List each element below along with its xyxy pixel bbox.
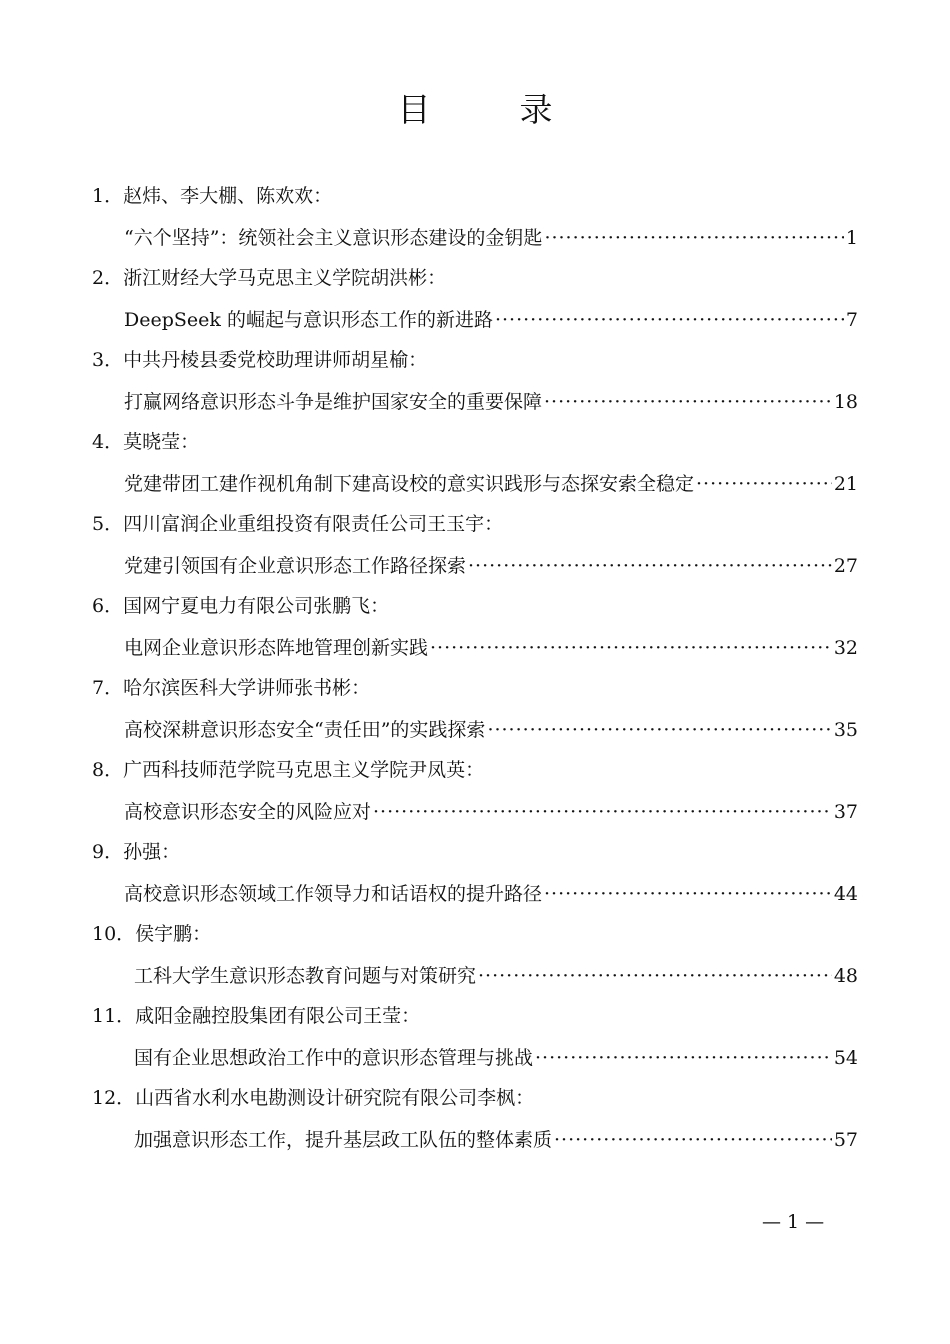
toc-entry-page: 1	[845, 227, 858, 249]
page-number-footer: — 1 —	[762, 1211, 825, 1233]
toc-entry[interactable]	[0, 254, 950, 336]
toc-entry-title: DeepSeek 的崛起与意识形态工作的新进路	[124, 309, 493, 331]
toc-entry[interactable]	[0, 910, 950, 992]
toc-entry-page: 54	[833, 1047, 858, 1069]
dot-leader	[535, 1044, 832, 1072]
toc-entry-title-line	[134, 1044, 858, 1072]
toc-entry-author: 6．国网宁夏电力有限公司张鹏飞：	[92, 595, 390, 617]
toc-entry-author: 4．莫晓莹：	[92, 431, 200, 453]
toc-entry-title: 加强意识形态工作，提升基层政工队伍的整体素质	[134, 1129, 553, 1151]
dot-leader	[544, 880, 832, 908]
toc-entry[interactable]	[0, 664, 950, 746]
toc-entry[interactable]	[0, 336, 950, 418]
toc-entry-title: “六个坚持”：统领社会主义意识形态建设的金钥匙	[124, 227, 543, 249]
toc-entry-title-line	[124, 716, 858, 744]
toc-entry[interactable]	[0, 746, 950, 828]
dot-leader	[487, 716, 831, 744]
dot-leader	[495, 306, 844, 334]
toc-entry-title: 高校意识形态安全的风险应对	[124, 801, 372, 823]
toc-entry-title-line	[124, 306, 858, 334]
toc-entry-author: 7．哈尔滨医科大学讲师张书彬：	[92, 677, 371, 699]
toc-entry-title-line	[124, 470, 858, 498]
toc-entry-author: 3．中共丹棱县委党校助理讲师胡星榆：	[92, 349, 428, 371]
toc-entry-author: 9．孙强：	[92, 841, 181, 863]
toc-entry-author: 11．咸阳金融控股集团有限公司王莹：	[92, 1005, 421, 1027]
toc-entry-title: 党建带团工建作视机角制下建高设校的意实识践形与态探安索全稳定	[124, 473, 695, 495]
toc-entry-title-line	[124, 388, 858, 416]
toc-entry-title-line	[124, 552, 858, 580]
toc-entry[interactable]	[0, 418, 950, 500]
toc-entry[interactable]	[0, 582, 950, 664]
toc-entry-page: 35	[833, 719, 858, 741]
toc-entry-title: 高校深耕意识形态安全“责任田”的实践探索	[124, 719, 486, 741]
toc-entry-page: 48	[833, 965, 858, 987]
dot-leader	[544, 388, 832, 416]
toc-entry-page: 18	[833, 391, 858, 413]
dot-leader	[554, 1126, 832, 1154]
toc-entry-author: 12．山西省水利水电勘测设计研究院有限公司李枫：	[92, 1087, 535, 1109]
dot-leader	[696, 470, 832, 498]
toc-entry-author: 1．赵炜、李大棚、陈欢欢：	[92, 185, 333, 207]
toc-entry[interactable]	[0, 1074, 950, 1156]
toc-entry-title: 党建引领国有企业意识形态工作路径探索	[124, 555, 467, 577]
dot-leader	[430, 634, 832, 662]
toc-entry-title-line	[134, 1126, 858, 1154]
toc-entry[interactable]	[0, 828, 950, 910]
toc-entry-title: 工科大学生意识形态教育问题与对策研究	[134, 965, 477, 987]
toc-entry-author: 2．浙江财经大学马克思主义学院胡洪彬：	[92, 267, 447, 289]
toc-entry-author: 5．四川富润企业重组投资有限责任公司王玉宇：	[92, 513, 504, 535]
toc-entry-title: 打赢网络意识形态斗争是维护国家安全的重要保障	[124, 391, 543, 413]
toc-entry-page: 7	[845, 309, 858, 331]
toc-entry[interactable]	[0, 992, 950, 1074]
dot-leader	[478, 962, 832, 990]
toc-entry-title: 高校意识形态领域工作领导力和话语权的提升路径	[124, 883, 543, 905]
toc-entry-title-line	[134, 962, 858, 990]
toc-entry-title: 电网企业意识形态阵地管理创新实践	[124, 637, 429, 659]
dot-leader	[468, 552, 832, 580]
toc-entry-title-line	[124, 224, 858, 252]
dot-leader	[544, 224, 843, 252]
dot-leader	[373, 798, 832, 826]
toc-entry-title-line	[124, 798, 858, 826]
toc-entry-title-line	[124, 880, 858, 908]
toc-entry-page: 37	[833, 801, 858, 823]
toc-entry-page: 27	[833, 555, 858, 577]
toc-entry-author: 8．广西科技师范学院马克思主义学院尹凤英：	[92, 759, 485, 781]
toc-entry-title: 国有企业思想政治工作中的意识形态管理与挑战	[134, 1047, 534, 1069]
toc-entry-page: 44	[833, 883, 858, 905]
toc-entry-page: 57	[833, 1129, 858, 1151]
toc-entry[interactable]	[0, 500, 950, 582]
toc-entry-title-line	[124, 634, 858, 662]
toc-entry-page: 21	[833, 473, 858, 495]
toc-entry-author: 10．侯宇鹏：	[92, 923, 212, 945]
toc-entry-page: 32	[833, 637, 858, 659]
toc-entry[interactable]	[0, 172, 950, 254]
page-title: 目 录	[397, 90, 581, 129]
